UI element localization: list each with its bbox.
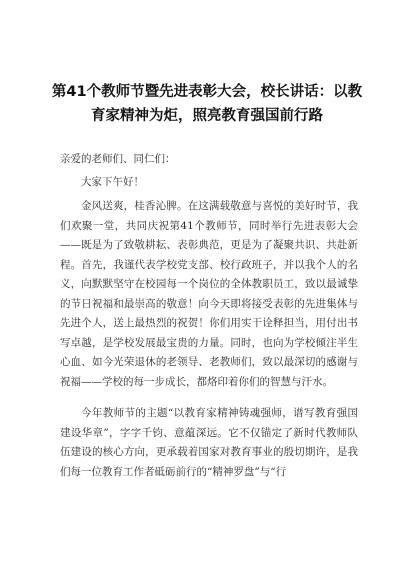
- salutation: 亲爱的老师们、同仁们：: [60, 153, 176, 165]
- document-title: 第41个教师节暨先进表彰大会，校长讲话：以教育家精神为炬，照亮教育强国前行路: [51, 84, 363, 124]
- greeting: 大家下午好！: [81, 175, 144, 188]
- paragraph-2: 今年教师节的主题“以教育家精神铸魂强师，谱写教育强国建设华章”，字字千钧、意蕴深远。它不仅锚定了新时代教师队伍建设的核心方向，更承载着国家对教育事业的殷切期许，是我们每一位教育工作者砥砺前行的“精神罗盘”与“行: [60, 407, 358, 478]
- document-body: [60, 150, 358, 482]
- paragraph-1: 金风送爽，桂香沁脾。在这满载敬意与喜悦的美好时节，我们欢聚一堂，共同庆祝第41个教师节，同时举行先进表彰大会——既是为了致敬耕耘、表彰典范，更是为了凝聚共识、共赴新程。首先，我谨代表学校党支部、校行政班子，并以我个人的名义，向默默坚守在校园每一个岗位的全体教职员工，致以最诚挚的节日祝福和最崇高的敬意！向今天即将接受表彰的先进集体与先进个人，送上最热烈的祝贺！你们用实干诠释担当，用付出书写卓越，是学校发展最宝贵的力量。同时，也向为学校倾注半生心血、如今光荣退休的老领导、老教师们，致以最深切的感谢与祝福——学校的每一步成长，都烙印着你们的智慧与汗水。: [60, 200, 358, 388]
